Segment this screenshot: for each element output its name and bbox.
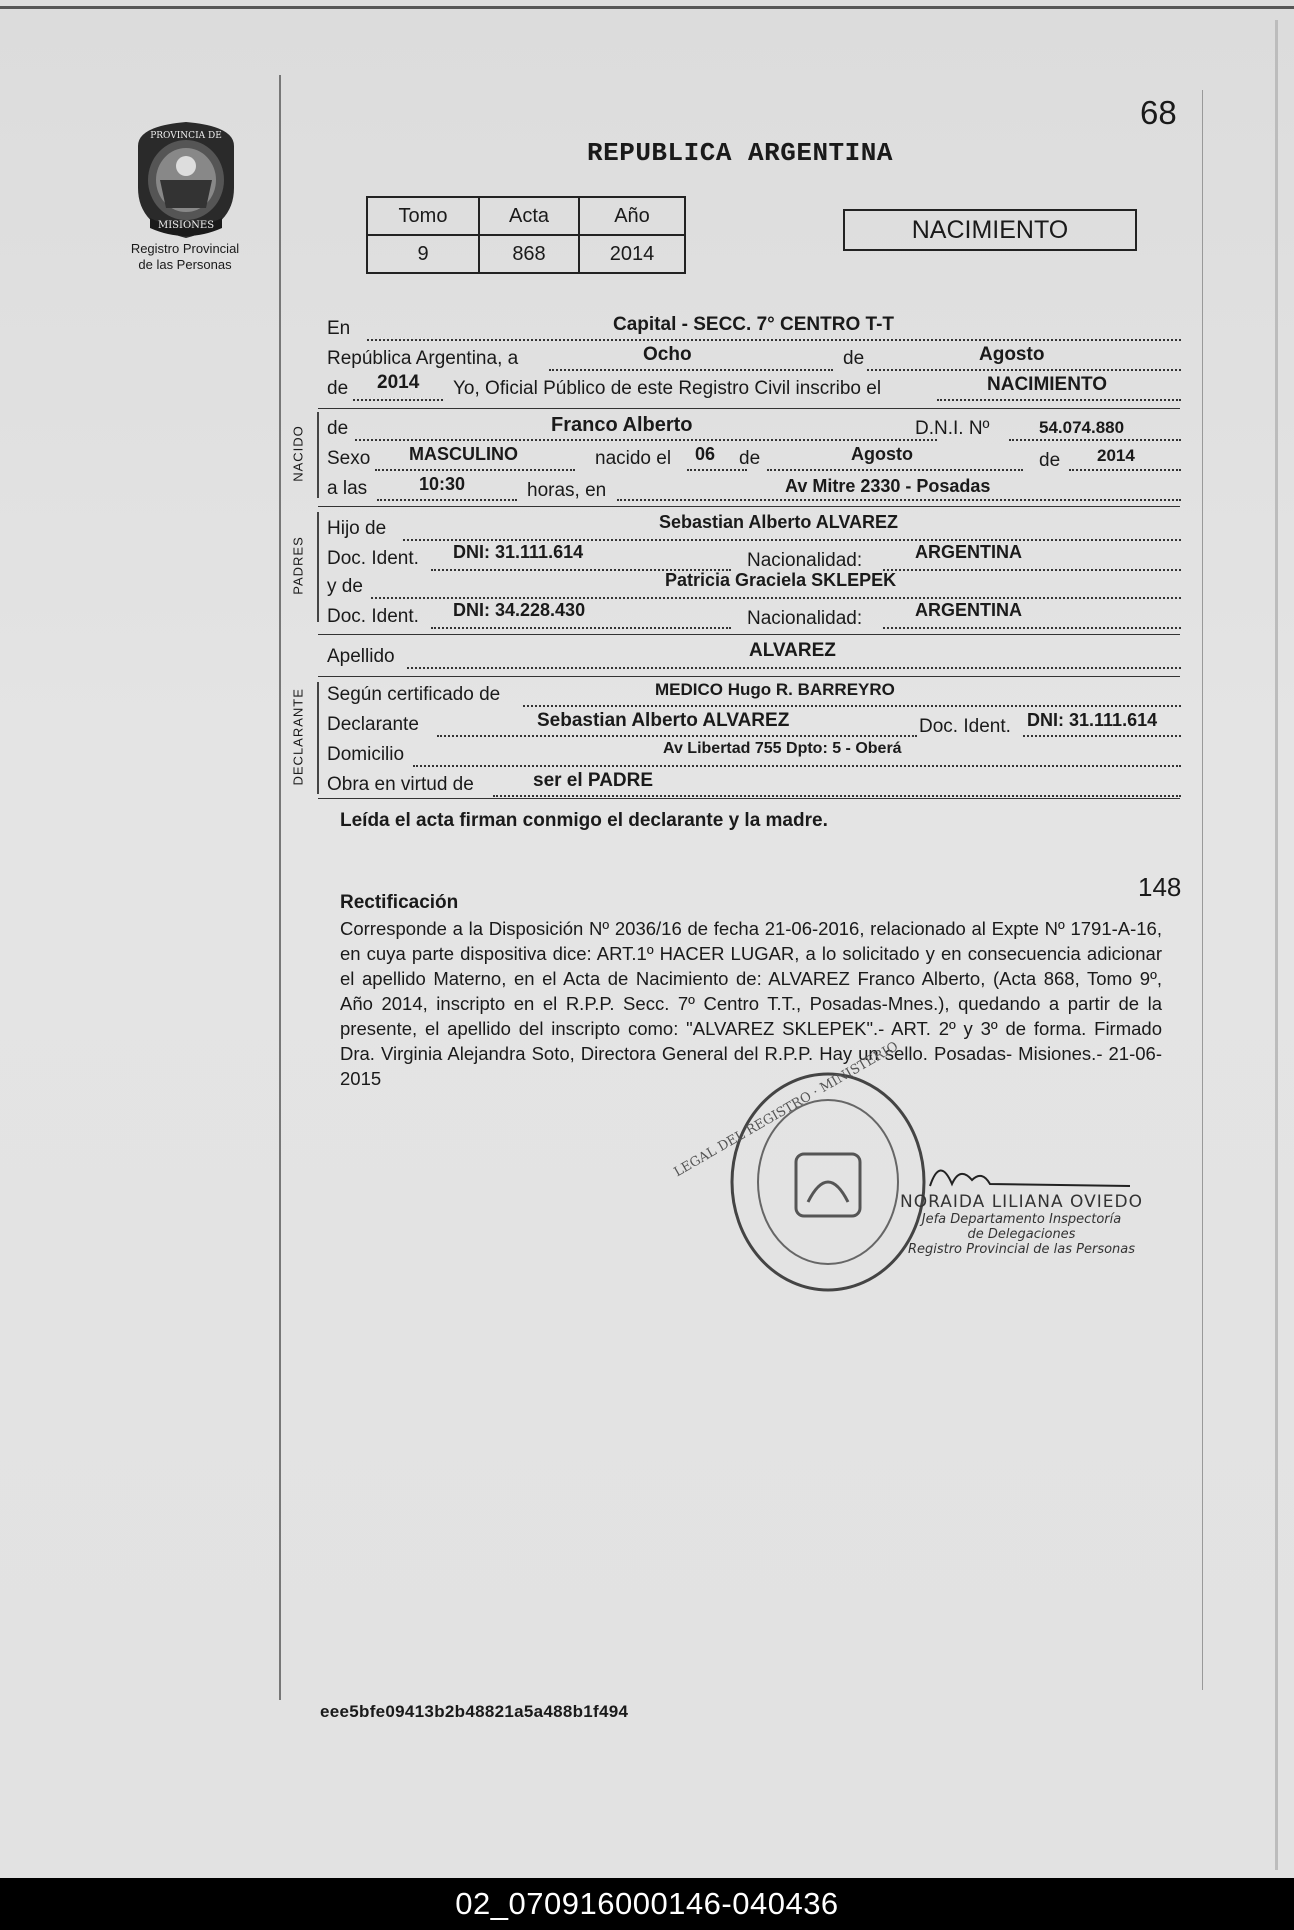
surname-line (327, 640, 1181, 672)
doc-label: Doc. Ident. (919, 716, 1011, 737)
dotted-rule (867, 368, 1181, 371)
mother-nationality: ARGENTINA (915, 600, 1022, 620)
section-rule (318, 634, 1180, 635)
section-label-declarante: DECLARANTE (290, 688, 306, 786)
signer-title2: de Delegaciones (967, 1227, 1076, 1242)
dotted-rule (687, 468, 747, 471)
rectification-title: Rectificación (340, 892, 459, 913)
place-label: En (327, 318, 351, 339)
org-line2: de las Personas (138, 257, 232, 272)
signer-block (900, 1192, 1143, 1257)
value-ano: 2014 (579, 235, 685, 273)
svg-text:LEGAL DEL REGISTRO · MINISTERI: LEGAL DEL REGISTRO · MINISTERIO (671, 1039, 901, 1181)
org-label (110, 241, 260, 273)
document-hash: eee5bfe09413b2b48821a5a488b1f494 (320, 1702, 629, 1721)
section-bracket (317, 682, 319, 794)
domicile-value: Av Libertad 755 Dpto: 5 - Oberá (663, 740, 902, 757)
day-value: Ocho (643, 344, 692, 365)
sex-birth-line (327, 446, 1181, 474)
doc-label: Doc. Ident. (327, 548, 419, 569)
time-label: a las (327, 478, 368, 499)
sex-value: MASCULINO (409, 444, 518, 464)
dotted-rule (493, 794, 1181, 797)
birth-time: 10:30 (419, 474, 466, 494)
registry-statement: Yo, Oficial Público de este Registro Civil inscribo el (453, 378, 882, 399)
surname-value: ALVAREZ (749, 640, 836, 661)
hijo-label: Hijo de (327, 518, 387, 539)
dotted-rule (407, 666, 1181, 669)
father-name: Sebastian Alberto ALVAREZ (659, 512, 899, 532)
dotted-rule (1069, 468, 1181, 471)
date-line (327, 346, 1181, 374)
section-bracket (317, 512, 319, 622)
mother-line (327, 570, 1181, 602)
place-value: Capital - SECC. 7° CENTRO T-T (613, 314, 895, 335)
document-title: REPUBLICA ARGENTINA (587, 138, 893, 168)
header-tomo: Tomo (367, 197, 479, 235)
record-table (366, 196, 686, 274)
right-margin-rule (1202, 90, 1203, 1690)
rectification-number: 148 (1138, 872, 1182, 902)
father-nationality: ARGENTINA (915, 542, 1022, 562)
de-label: de (327, 378, 349, 399)
declarant-line (327, 712, 1181, 740)
mother-name: Patricia Graciela SKLEPEK (665, 570, 897, 590)
father-doc: DNI: 31.111.614 (453, 542, 584, 562)
section-label-nacido: NACIDO (290, 425, 306, 482)
dni-label: D.N.I. Nº (915, 418, 990, 439)
year-value: 2014 (377, 372, 420, 393)
dotted-rule (431, 626, 731, 629)
section-label-padres: PADRES (290, 536, 306, 595)
domicile-line (327, 742, 1181, 770)
father-line (327, 512, 1181, 544)
dotted-rule (1023, 734, 1181, 737)
record-type-box: NACIMIENTO (843, 209, 1137, 251)
header-acta: Acta (479, 197, 579, 235)
hours-label: horas, en (527, 480, 607, 501)
yde-label: y de (327, 576, 363, 597)
left-margin-rule (279, 75, 281, 1700)
obra-label: Obra en virtud de (327, 774, 474, 795)
name-line (327, 416, 1181, 444)
page-edge (1275, 20, 1278, 1870)
top-rule (0, 6, 1294, 9)
surname-label: Apellido (327, 646, 395, 667)
declarant-label: Declarante (327, 714, 419, 735)
dotted-rule (883, 626, 1181, 629)
mother-doc: DNI: 34.228.430 (453, 600, 586, 620)
official-seal-icon (671, 1039, 938, 1302)
doc-label: Doc. Ident. (327, 606, 419, 627)
org-line1: Registro Provincial (130, 241, 240, 256)
signer-name: NORAIDA LILIANA OVIEDO (900, 1192, 1143, 1212)
signer-title3: Registro Provincial de las Personas (907, 1242, 1136, 1257)
certificate-value: MEDICO Hugo R. BARREYRO (655, 680, 895, 699)
dotted-rule (367, 338, 1181, 341)
scan-footer: 02_070916000146-040436 (0, 1878, 1294, 1930)
child-name: Franco Alberto (551, 414, 693, 436)
place-line (327, 316, 1181, 344)
dotted-rule (937, 398, 1181, 401)
date-label: República Argentina, a (327, 348, 519, 369)
province-crest-icon (130, 118, 242, 240)
declarant-doc: DNI: 31.111.614 (1027, 710, 1158, 730)
dotted-rule (767, 468, 1023, 471)
dotted-rule (371, 596, 1181, 599)
rectification-body: Corresponde a la Disposición Nº 2036/16 de fecha 21-06-2016, relacionado al Expte Nº 1791-A-16, en cuya parte dispositiva dice: ART.1º HACER LUGAR, a lo solicitado y en consecuencia adicionar el apellido Materno, en el Acta de Nacimiento de: ALVAREZ Franco Alberto, (Acta 868, Tomo 9º, Año 2014, inscripto en el R.P.P. Secc. 7º Centro T.T., Posadas-Mnes.), quedando a partir de la presente, el apellido del inscripto como: "ALVAREZ SKLEPEK".- ART. 2º y 3º de forma. Firmado Dra. Virginia Alejandra Soto, Directora General del R.P.P. Hay un sello. Posadas- Misiones.- 21-06-2015 (340, 918, 1162, 1089)
sex-label: Sexo (327, 448, 371, 469)
child-dni: 54.074.880 (1039, 418, 1125, 437)
mother-doc-line (327, 600, 1181, 632)
de-label: de (739, 448, 761, 469)
act-value: NACIMIENTO (987, 374, 1107, 395)
section-rule (318, 676, 1180, 677)
time-place-line (327, 476, 1181, 504)
dotted-rule (1009, 438, 1181, 441)
header-ano: Año (579, 197, 685, 235)
certificate-line (327, 682, 1181, 710)
section-rule (318, 408, 1180, 409)
obra-value: ser el PADRE (533, 770, 654, 791)
section-rule (318, 506, 1180, 507)
value-acta: 868 (479, 235, 579, 273)
signature-icon (920, 1156, 1140, 1196)
born-month: Agosto (851, 444, 913, 464)
dotted-rule (355, 438, 937, 441)
svg-text:MISIONES: MISIONES (157, 220, 215, 231)
section-bracket (317, 412, 319, 498)
value-tomo: 9 (367, 235, 479, 273)
section-rule (318, 798, 1180, 799)
born-year: 2014 (1097, 446, 1135, 465)
dotted-rule (523, 704, 1181, 707)
dotted-rule (617, 498, 1181, 501)
dotted-rule (353, 398, 443, 401)
dotted-rule (413, 764, 1181, 767)
dotted-rule (377, 498, 517, 501)
nat-label: Nacionalidad: (747, 550, 863, 571)
born-day: 06 (695, 444, 716, 464)
dotted-rule (437, 734, 917, 737)
dotted-rule (549, 368, 833, 371)
year-line (327, 372, 1181, 404)
declarant-name: Sebastian Alberto ALVAREZ (537, 710, 790, 731)
de-label: de (327, 418, 349, 439)
signer-title1: Jefa Departamento Inspectoría (921, 1212, 1122, 1227)
nat-label: Nacionalidad: (747, 608, 863, 629)
dotted-rule (375, 468, 575, 471)
domicile-label: Domicilio (327, 744, 405, 765)
svg-text:PROVINCIA DE: PROVINCIA DE (150, 131, 222, 141)
de-label: de (1039, 450, 1061, 471)
month-value: Agosto (979, 344, 1045, 365)
birth-place: Av Mitre 2330 - Posadas (785, 476, 991, 496)
page-number: 68 (1140, 94, 1177, 131)
born-label: nacido el (595, 448, 672, 469)
closing-statement: Leída el acta firman conmigo el declarante y la madre. (340, 810, 828, 831)
de-label: de (843, 348, 865, 369)
dotted-rule (403, 538, 1181, 541)
cert-label: Según certificado de (327, 684, 501, 705)
dotted-rule (883, 568, 1181, 571)
obra-line (327, 772, 1181, 800)
